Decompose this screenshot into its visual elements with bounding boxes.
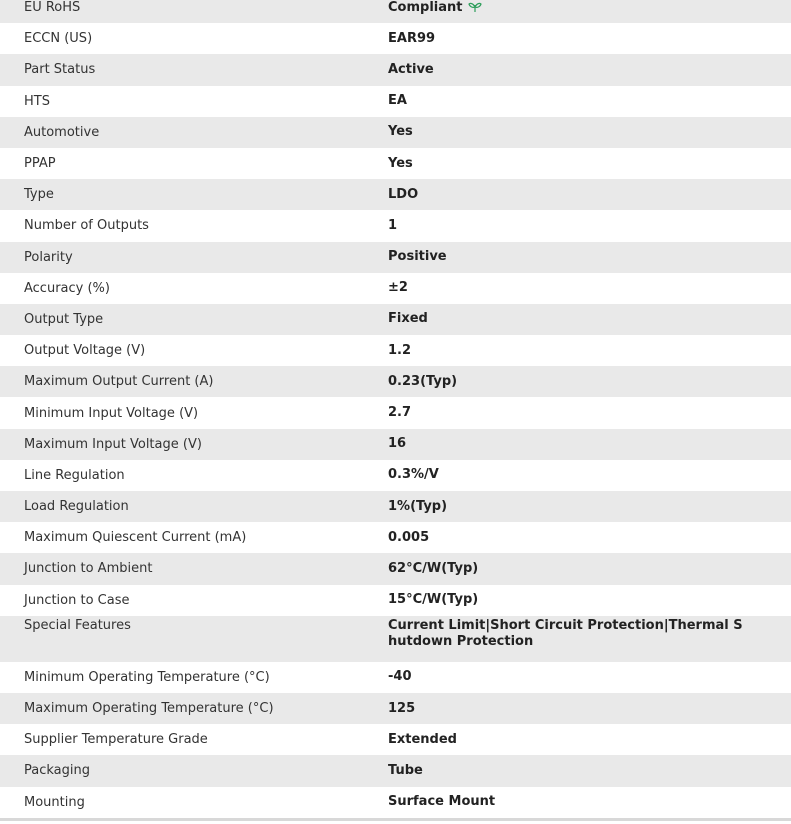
spec-value: 1%(Typ) [388, 498, 448, 514]
spec-row-polarity [0, 242, 791, 273]
spec-label: Special Features [24, 617, 131, 633]
spec-value: EAR99 [388, 30, 436, 46]
table-bottom-divider [0, 818, 791, 821]
spec-row-max-output-current [0, 366, 791, 397]
spec-value: 2.7 [388, 405, 412, 421]
spec-value: 16 [388, 436, 407, 452]
spec-value: Extended [388, 731, 457, 747]
spec-row-output-type [0, 304, 791, 335]
spec-value: ±2 [388, 280, 408, 296]
spec-row-load-regulation [0, 491, 791, 522]
spec-label: Output Type [24, 311, 104, 327]
spec-value: 0.23(Typ) [388, 373, 458, 389]
spec-row-max-quiescent-current [0, 522, 791, 553]
spec-label: Line Regulation [24, 467, 125, 483]
spec-label: Packaging [24, 763, 90, 779]
spec-label: Automotive [24, 124, 100, 140]
spec-row-output-voltage [0, 335, 791, 366]
spec-row-junction-to-ambient [0, 553, 791, 584]
spec-label: EU RoHS [24, 0, 81, 16]
spec-row-min-operating-temp [0, 662, 791, 693]
spec-value: EA [388, 93, 407, 109]
spec-label: Accuracy (%) [24, 280, 110, 296]
spec-value: 1 [388, 217, 398, 233]
spec-value: LDO [388, 186, 419, 202]
spec-label: ECCN (US) [24, 31, 93, 47]
spec-value: 125 [388, 700, 416, 716]
spec-value: 62°C/W(Typ) [388, 560, 479, 576]
spec-label: Maximum Output Current (A) [24, 374, 214, 390]
spec-label: Type [24, 187, 54, 203]
spec-value: Yes [388, 124, 413, 140]
spec-row-max-operating-temp [0, 693, 791, 724]
spec-row-part-status [0, 54, 791, 85]
spec-row-ppap [0, 148, 791, 179]
spec-label: Minimum Input Voltage (V) [24, 405, 199, 421]
spec-row-accuracy [0, 273, 791, 304]
spec-row-type [0, 179, 791, 210]
spec-label: Maximum Quiescent Current (mA) [24, 530, 247, 546]
spec-label: Load Regulation [24, 499, 129, 515]
spec-value: 15°C/W(Typ) [388, 592, 479, 608]
spec-row-line-regulation [0, 460, 791, 491]
spec-value: Fixed [388, 311, 428, 327]
spec-label: Junction to Case [24, 592, 130, 608]
spec-row-number-of-outputs [0, 210, 791, 241]
spec-label: Polarity [24, 249, 73, 265]
spec-row-mounting [0, 787, 791, 818]
spec-value: Surface Mount [388, 794, 496, 810]
spec-row-max-input-voltage [0, 429, 791, 460]
spec-row-eu-rohs [0, 0, 791, 23]
spec-row-packaging [0, 755, 791, 786]
spec-value: 1.2 [388, 342, 412, 358]
spec-label: PPAP [24, 156, 56, 172]
spec-label: Number of Outputs [24, 218, 149, 234]
spec-value: Positive [388, 249, 447, 265]
spec-label: Junction to Ambient [24, 561, 153, 577]
spec-value: Yes [388, 155, 413, 171]
spec-row-special-features [0, 616, 791, 662]
spec-row-eccn [0, 23, 791, 54]
spec-label: Maximum Operating Temperature (°C) [24, 701, 274, 717]
spec-value: Current Limit|Short Circuit Protection|Thermal Shutdown Protection [388, 617, 743, 649]
spec-value-wrap [388, 0, 748, 16]
leaf-icon [468, 1, 482, 13]
spec-label: Output Voltage (V) [24, 343, 146, 359]
spec-row-junction-to-case [0, 585, 791, 616]
spec-value: 0.3%/V [388, 467, 439, 483]
spec-label: Maximum Input Voltage (V) [24, 436, 202, 452]
spec-value: Compliant [388, 0, 463, 15]
spec-label: HTS [24, 93, 50, 109]
spec-label: Mounting [24, 794, 85, 810]
spec-value: Tube [388, 762, 423, 778]
spec-row-automotive [0, 117, 791, 148]
spec-label: Part Status [24, 62, 96, 78]
spec-label: Supplier Temperature Grade [24, 732, 208, 748]
spec-row-hts [0, 86, 791, 117]
spec-value: -40 [388, 669, 412, 685]
spec-value: Active [388, 61, 434, 77]
spec-value: 0.005 [388, 529, 430, 545]
spec-label: Minimum Operating Temperature (°C) [24, 669, 270, 685]
spec-row-min-input-voltage [0, 397, 791, 428]
spec-row-supplier-temp-grade [0, 724, 791, 755]
